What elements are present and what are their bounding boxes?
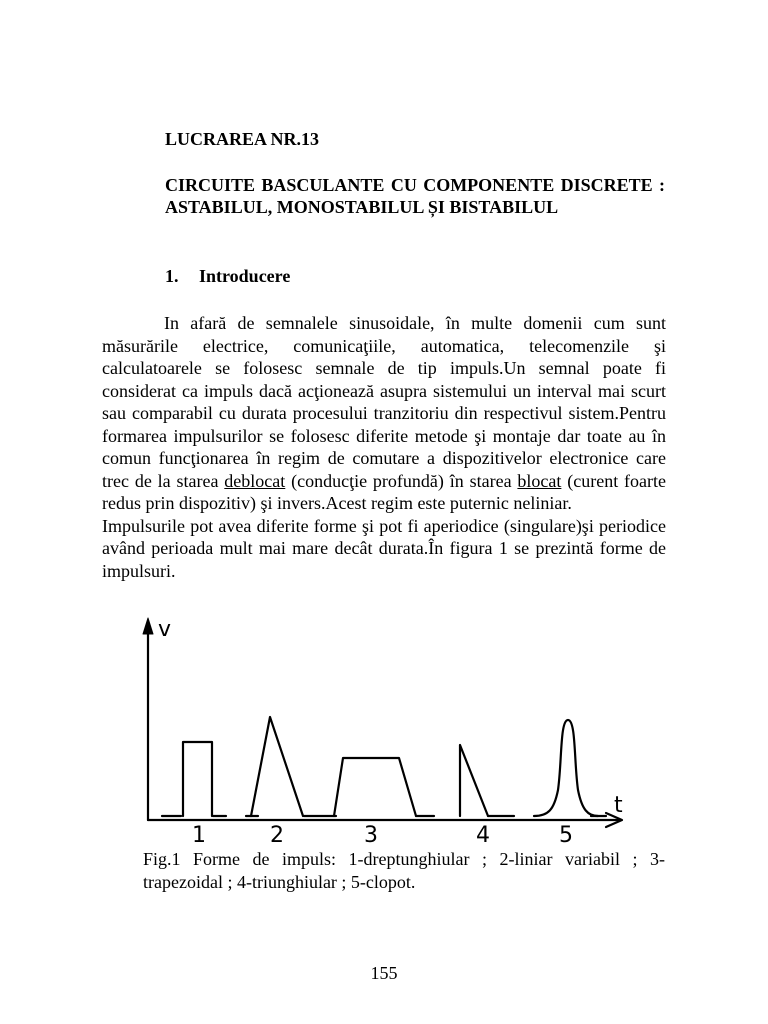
- body-text: [102, 312, 666, 582]
- pulse-label-2: 2: [270, 823, 284, 848]
- paragraph-intro: [102, 312, 666, 515]
- pulse-shapes-figure: [136, 612, 636, 852]
- paragraph-intro-part2: (conducţie profundă) în starea: [285, 470, 518, 491]
- section-heading: [165, 265, 665, 287]
- pulse-shapes-diagram: [136, 612, 636, 852]
- pulse-rectangular: [183, 742, 212, 816]
- paragraph-intro-part1: In afară de semnalele sinusoidale, în multe domenii cum sunt măsurările electrice, comunicaţiile, automatica, telecomenzile şi calculatoarele se folosesc semnale de tip impuls.Un semnal poate fi considerat ca impuls dacă acţionează asupra sistemului un interval mai scurt sau comparabil cu durata procesului tranzitoriu din respectivul sistem.Pentru formarea impulsurilor se folosesc diferite metode şi montaje dar toate au în comun funcţionarea în regim de comutare a dispozitivelor electronice care trec de la starea: [102, 313, 666, 491]
- section-title: Introducere: [199, 266, 291, 286]
- page-title: LUCRAREA NR.13: [165, 129, 320, 149]
- y-axis-label: v: [158, 617, 172, 642]
- section-number: 1.: [165, 266, 179, 286]
- pulse-trapezoidal: [334, 758, 416, 816]
- pulse-linear-variable: [251, 717, 303, 816]
- x-axis-label: t: [614, 793, 623, 818]
- pulse-bell: [534, 720, 598, 816]
- term-deblocat: deblocat: [224, 470, 286, 491]
- pulse-label-1: 1: [192, 823, 206, 848]
- page-number: 155: [370, 963, 398, 983]
- page-subtitle: CIRCUITE BASCULANTE CU COMPONENTE DISCRETE : ASTABILUL, MONOSTABILUL ȘI BISTABILUL: [165, 175, 665, 217]
- paragraph-intro-part3: (curent foarte redus prin dispozitiv) şi invers.Acest regim este puternic neliniar.: [102, 470, 667, 513]
- y-axis-arrow: [143, 618, 153, 634]
- figure-caption: Fig.1 Forme de impuls: 1-dreptunghiular ; 2-liniar variabil ; 3-trapezoidal ; 4-triunghiular ; 5-clopot.: [143, 849, 665, 892]
- pulse-label-3: 3: [364, 823, 378, 848]
- pulse-label-4: 4: [476, 823, 490, 848]
- paragraph-pulses: Impulsurile pot avea diferite forme şi pot fi aperiodice (singulare)şi periodice având perioada mult mai mare decât durata.În figura 1 se prezintă forme de impulsuri.: [102, 515, 666, 581]
- pulse-label-5: 5: [559, 823, 573, 848]
- term-blocat: blocat: [517, 470, 562, 491]
- pulse-triangular: [460, 745, 488, 816]
